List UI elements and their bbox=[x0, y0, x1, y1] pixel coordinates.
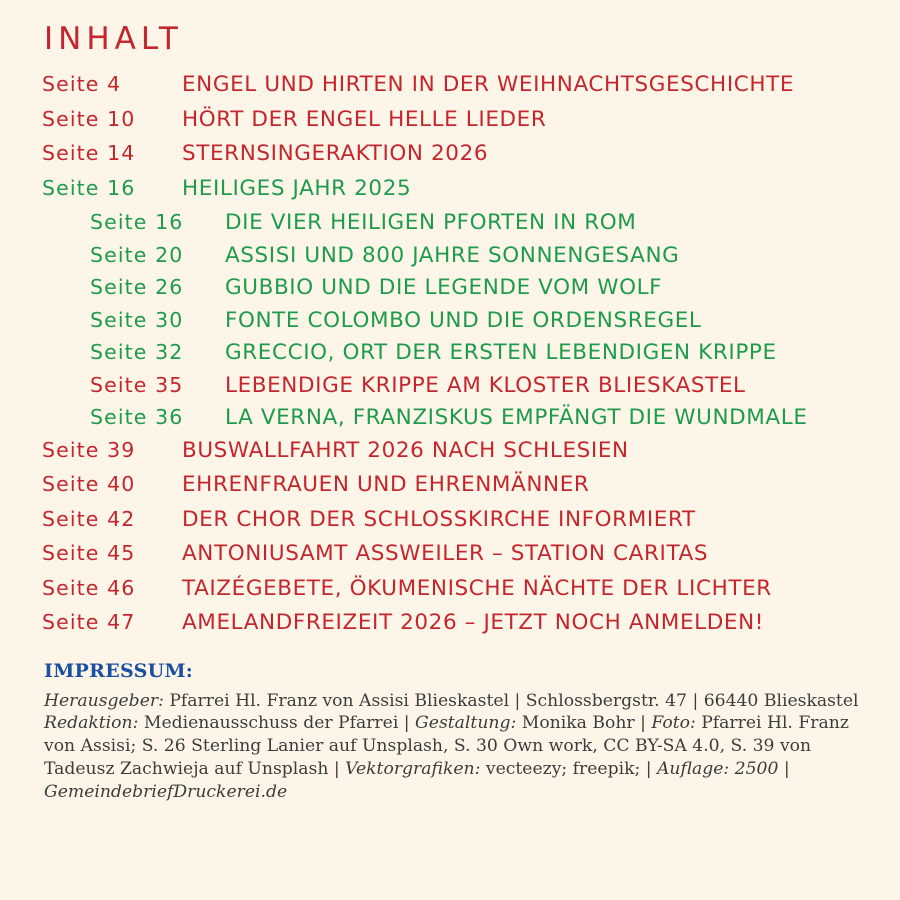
impressum-section bbox=[42, 660, 860, 804]
toc-entry-page: Seite 35 bbox=[90, 372, 184, 397]
toc-entry-page: Seite 14 bbox=[42, 141, 136, 166]
impressum-label: Auflage: 2500 bbox=[657, 759, 779, 780]
toc-entry[interactable] bbox=[42, 437, 860, 463]
toc-entry-title: ENGEL UND HIRTEN IN DER WEIHNACHTSGESCHICHTE bbox=[182, 72, 795, 98]
toc-entry[interactable] bbox=[42, 543, 860, 565]
toc-entry-title: TAIZÉGEBETE, ÖKUMENISCHE NÄCHTE DER LICHTER bbox=[182, 575, 772, 601]
toc-entry[interactable] bbox=[42, 143, 860, 165]
toc-entry-title: HEILIGES JAHR 2025 bbox=[182, 175, 412, 201]
toc-entry-page: Seite 45 bbox=[42, 541, 136, 566]
toc-entry-page: Seite 42 bbox=[42, 506, 136, 531]
toc-entry-title: ASSISI UND 800 JAHRE SONNENGESANG bbox=[225, 242, 680, 268]
toc-entry-title: EHRENFRAUEN UND EHRENMÄNNER bbox=[182, 472, 590, 498]
impressum-label: Foto: bbox=[651, 713, 696, 734]
impressum-text: vecteezy; freepik; | bbox=[480, 759, 658, 780]
impressum-label: GemeindebriefDruckerei.de bbox=[44, 782, 288, 803]
impressum-label: Gestaltung: bbox=[415, 713, 517, 734]
toc-entry[interactable] bbox=[42, 506, 860, 532]
toc-entry[interactable] bbox=[42, 575, 860, 601]
toc-entry-page: Seite 20 bbox=[90, 242, 184, 267]
toc-entry[interactable] bbox=[42, 175, 860, 201]
impressum-title: IMPRESSUM: bbox=[44, 659, 194, 682]
toc-entry-page: Seite 47 bbox=[42, 610, 136, 635]
impressum-label: Vektorgrafiken: bbox=[345, 759, 481, 780]
toc-entry-page: Seite 10 bbox=[42, 106, 136, 131]
toc-entry[interactable] bbox=[90, 277, 860, 299]
impressum-text: | bbox=[778, 759, 790, 780]
toc-entry-title: DER CHOR DER SCHLOSSKIRCHE INFORMIERT bbox=[182, 506, 696, 532]
toc-entry[interactable] bbox=[90, 212, 860, 234]
impressum-label: Redaktion: bbox=[44, 713, 139, 734]
toc-entry-title: HÖRT DER ENGEL HELLE LIEDER bbox=[182, 106, 547, 132]
toc-entry-title: GRECCIO, ORT DER ERSTEN LEBENDIGEN KRIPPE bbox=[225, 340, 777, 366]
toc-entry-title: AMELANDFREIZEIT 2026 – JETZT NOCH ANMELDEN! bbox=[182, 610, 764, 636]
toc-entry-page: Seite 40 bbox=[42, 472, 136, 497]
toc-entry-title: LEBENDIGE KRIPPE AM KLOSTER BLIESKASTEL bbox=[225, 372, 746, 398]
toc-entry[interactable] bbox=[42, 474, 860, 496]
toc-entry-title: ANTONIUSAMT ASSWEILER – STATION CARITAS bbox=[182, 541, 709, 567]
toc-entry-page: Seite 46 bbox=[42, 575, 136, 600]
toc-entry-page: Seite 36 bbox=[90, 405, 184, 430]
toc-entry-page: Seite 26 bbox=[90, 275, 184, 300]
impressum-text: Monika Bohr | bbox=[516, 713, 652, 734]
toc-entry-page: Seite 32 bbox=[90, 340, 184, 365]
toc-entry-title: LA VERNA, FRANZISKUS EMPFÄNGT DIE WUNDMALE bbox=[225, 405, 808, 431]
toc-entry-page: Seite 30 bbox=[90, 307, 184, 332]
table-of-contents bbox=[42, 74, 860, 634]
toc-entry[interactable] bbox=[90, 372, 860, 398]
toc-entry-title: STERNSINGERAKTION 2026 bbox=[182, 141, 489, 167]
toc-entry-title: FONTE COLOMBO UND DIE ORDENSREGEL bbox=[225, 307, 702, 333]
toc-entry-title: DIE VIER HEILIGEN PFORTEN IN ROM bbox=[225, 210, 637, 236]
toc-entry-title: BUSWALLFAHRT 2026 NACH SCHLESIEN bbox=[182, 437, 629, 463]
impressum-label: Herausgeber: bbox=[44, 690, 164, 711]
toc-entry[interactable] bbox=[42, 106, 860, 132]
toc-entry-page: Seite 16 bbox=[90, 210, 184, 235]
toc-entry[interactable] bbox=[42, 74, 860, 96]
impressum-body bbox=[44, 690, 860, 804]
impressum-text: Pfarrei Hl. Franz von Assisi; S. 26 Sterling Lanier auf Unsplash, S. 30 Own work, CC BY-SA 4.0, S. 39 von Tadeusz Zachwieja auf Unsplash | bbox=[44, 713, 849, 780]
page-title: INHALT bbox=[44, 21, 183, 57]
toc-entry[interactable] bbox=[90, 407, 860, 429]
toc-entry[interactable] bbox=[42, 612, 860, 634]
impressum-text: Medienausschuss der Pfarrei | bbox=[138, 713, 416, 734]
toc-entry[interactable] bbox=[90, 307, 860, 333]
toc-entry[interactable] bbox=[90, 342, 860, 364]
impressum-text: Pfarrei Hl. Franz von Assisi Blieskastel | Schlossbergstr. 47 | 66440 Blieskastel bbox=[163, 690, 859, 711]
toc-entry[interactable] bbox=[90, 242, 860, 268]
toc-entry-page: Seite 4 bbox=[42, 72, 122, 97]
toc-entry-page: Seite 16 bbox=[42, 175, 136, 200]
toc-entry-title: GUBBIO UND DIE LEGENDE VOM WOLF bbox=[225, 275, 663, 301]
toc-entry-page: Seite 39 bbox=[42, 437, 136, 462]
